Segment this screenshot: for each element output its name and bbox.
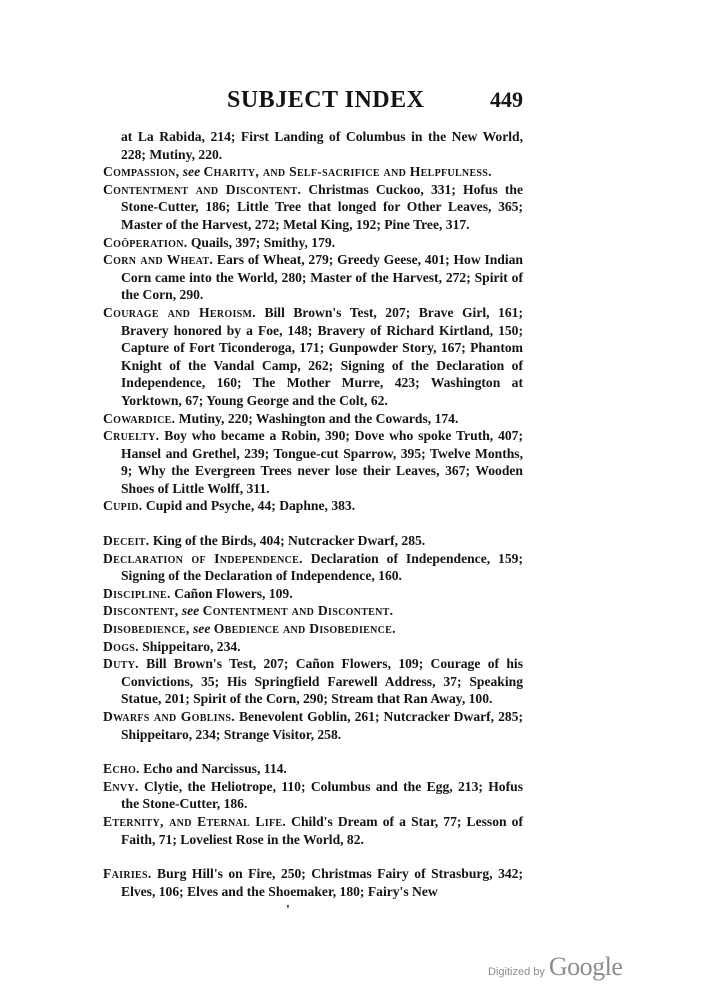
see-reference-target: Obedience and Disobedience.	[213, 621, 396, 637]
entry-heading: Declaration of Independence.	[103, 550, 303, 566]
subject-index-body	[103, 128, 523, 900]
entry-text: Benevolent Goblin, 261; Nutcracker Dwarf, 285; Shippeitaro, 234; Strange Visitor, 258.	[121, 709, 523, 742]
index-entry-duty	[103, 655, 523, 708]
entry-text: Ears of Wheat, 279; Greedy Geese, 401; How Indian Corn came into the World, 280; Master of the Harvest, 272; Spirit of the Corn, 290.	[121, 252, 523, 303]
entry-heading: Duty.	[103, 656, 139, 672]
entry-text: Shippeitaro, 234.	[142, 638, 241, 654]
index-entry-courage	[103, 304, 523, 410]
entry-text: Christmas Cuckoo, 331; Hofus the Stone-Cutter, 186; Little Tree that longed for Other Leaves, 365; Master of the Harvest, 272; Metal King, 192; Pine Tree, 317.	[121, 181, 523, 232]
page-number: 449	[490, 87, 523, 112]
entry-heading: Discipline.	[103, 585, 171, 601]
index-entry-fairies	[103, 865, 523, 900]
watermark-prefix: Digitized by	[488, 966, 545, 978]
running-head-title: SUBJECT INDEX	[227, 87, 425, 113]
index-entry-echo	[103, 760, 523, 778]
entry-heading: Envy.	[103, 778, 139, 794]
index-entry-cupid	[103, 497, 523, 515]
entry-heading: Courage and Heroism.	[103, 304, 256, 320]
stray-print-mark: '	[286, 903, 290, 918]
entry-heading: Compassion,	[103, 164, 180, 180]
entry-text: Cupid and Psyche, 44; Daphne, 383.	[145, 498, 356, 514]
index-entry-continued	[103, 128, 523, 163]
entry-heading: Corn and Wheat.	[103, 252, 214, 268]
entry-heading: Eternity, and Eternal Life.	[103, 813, 287, 829]
index-entry-discontent	[103, 602, 523, 620]
entry-text: Echo and Narcissus, 114.	[143, 761, 287, 777]
entry-heading: Cowardice.	[103, 410, 176, 426]
page-header	[103, 87, 523, 117]
entry-heading: Fairies.	[103, 866, 152, 882]
see-reference-word: see	[181, 603, 200, 619]
index-entry-dogs	[103, 638, 523, 656]
entry-text: Bill Brown's Test, 207; Brave Girl, 161; Bravery honored by a Foe, 148; Bravery of Richard Kirtland, 150; Capture of Fort Ticonderoga, 171; Gunpowder Story, 167; Phantom Knight of the Vandal Camp, 262; Signing of the Declaration of Independence, 160; The Mother Murre, 423; Washington at Yorktown, 67; Young George and the Colt, 62.	[121, 304, 523, 408]
index-entry-discipline	[103, 585, 523, 603]
entry-text: Boy who became a Robin, 390; Dove who spoke Truth, 407; Hansel and Grethel, 239; Tongue-cut Sparrow, 395; Twelve Months, 9; Why the Evergreen Trees never lose their Leaves, 367; Wooden Shoes of Little Wolff, 311.	[121, 428, 523, 496]
index-entry-cruelty	[103, 427, 523, 497]
entry-text: Cañon Flowers, 109.	[174, 585, 293, 601]
entry-heading: Cruelty.	[103, 428, 160, 444]
entry-text: Child's Dream of a Star, 77; Lesson of Faith, 71; Loveliest Rose in the World, 82.	[121, 813, 523, 847]
see-reference-word: see	[182, 164, 201, 180]
entry-text: King of the Birds, 404; Nutcracker Dwarf, 285.	[152, 533, 426, 549]
entry-text: Quails, 397; Smithy, 179.	[190, 234, 336, 250]
entry-heading: Discontent,	[103, 603, 179, 619]
entry-text: Mutiny, 220; Washington and the Cowards, 174.	[178, 410, 459, 426]
see-reference-target: Contentment and Discontent.	[202, 603, 394, 619]
index-entry-deceit	[103, 532, 523, 550]
entry-text: Clytie, the Heliotrope, 110; Columbus and the Egg, 213; Hofus the Stone-Cutter, 186.	[121, 778, 523, 812]
entry-heading: Dwarfs and Goblins.	[103, 709, 235, 724]
entry-text: Declaration of Independence, 159; Signing of the Declaration of Independence, 160.	[121, 550, 523, 584]
index-entry-compassion	[103, 163, 523, 181]
entry-heading: Cupid.	[103, 498, 143, 514]
entry-text: Bill Brown's Test, 207; Cañon Flowers, 109; Courage of his Convictions, 35; His Springfield Farewell Address, 37; Speaking Statue, 201; Spirit of the Corn, 290; Stream that Ran Away, 100.	[121, 656, 523, 707]
entry-text: Burg Hill's on Fire, 250; Christmas Fairy of Strasburg, 342; Elves, 106; Elves and the Shoemaker, 180; Fairy's New	[121, 866, 523, 899]
index-entry-disobedience	[103, 620, 523, 638]
entry-heading: Disobedience,	[103, 621, 190, 637]
index-entry-envy	[103, 778, 523, 813]
index-entry-declaration	[103, 550, 523, 585]
index-entry-dwarfs-and-goblins	[103, 708, 523, 743]
index-entry-eternity	[103, 813, 523, 848]
entry-heading: Dogs.	[103, 638, 139, 654]
google-logo: Google	[548, 952, 623, 981]
index-entry-cowardice	[103, 410, 523, 428]
see-reference-target: Charity, and Self-sacrifice and Helpfulness.	[203, 164, 492, 180]
entry-heading: Contentment and Discontent.	[103, 181, 302, 197]
index-entry-contentment	[103, 181, 523, 234]
entry-heading: Echo.	[103, 761, 140, 777]
index-entry-cooperation	[103, 234, 523, 252]
digitization-watermark	[488, 952, 622, 982]
see-reference-word: see	[193, 621, 211, 637]
entry-heading: Coöperation.	[103, 234, 188, 250]
index-entry-corn-and-wheat	[103, 251, 523, 304]
entry-text: at La Rabida, 214; First Landing of Columbus in the New World, 228; Mutiny, 220.	[121, 129, 523, 162]
entry-heading: Deceit.	[103, 533, 150, 549]
